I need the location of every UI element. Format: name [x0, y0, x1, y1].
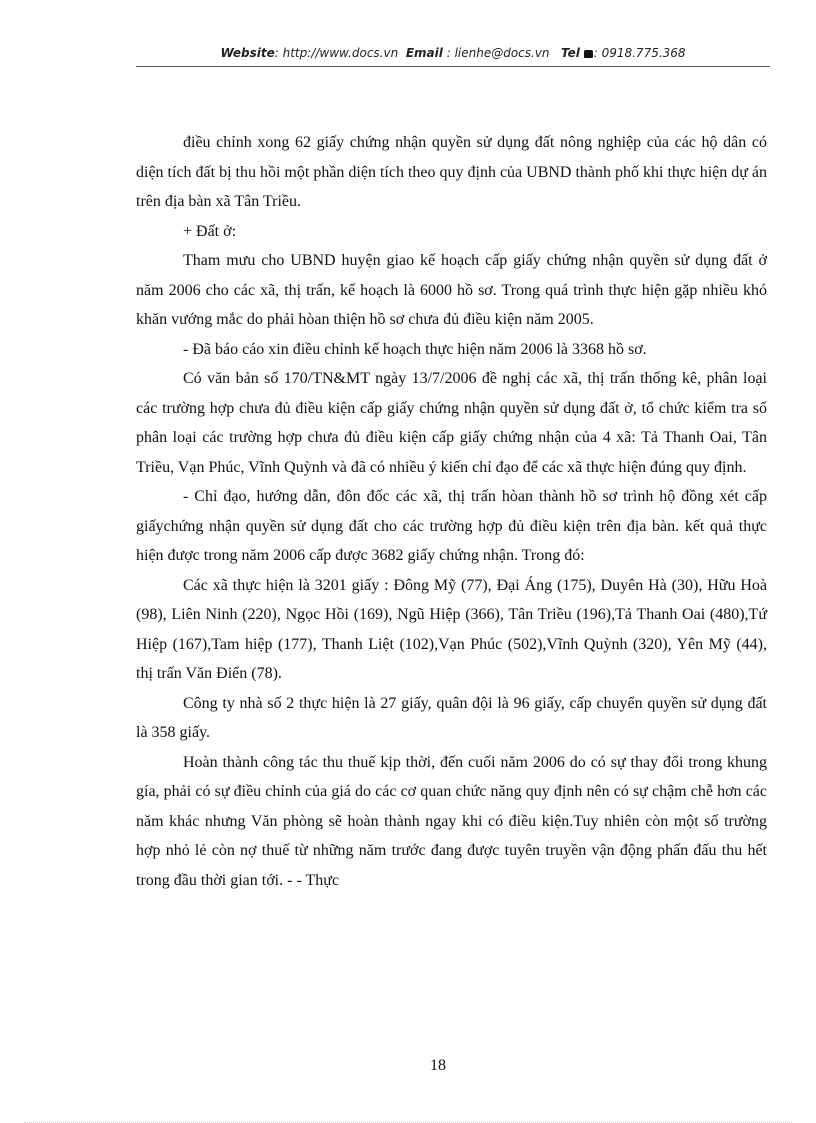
website-label: Website	[220, 46, 275, 60]
page-number: 18	[430, 1057, 446, 1074]
tel-label: Tel	[561, 46, 580, 60]
page-header	[136, 46, 770, 60]
email-label: Email	[405, 46, 443, 60]
paragraph-4: - Đã báo cáo xin điều chỉnh kế hoạch thực hiện năm 2006 là 3368 hồ sơ.	[183, 340, 647, 358]
paragraph-9: Hoàn thành công tác thu thuế kịp thời, đến cuối năm 2006 do có sự thay đổi trong khung gía, phải có sự điều chỉnh của giá do các cơ quan chức năng quy định nên có sự chậm chễ hơn các năm khác nhưng Văn phòng sẽ hoàn thành ngay khi có điều kiện.Tuy nhiên còn một số trường hợp nhỏ lẻ còn nợ thuế từ những năm trước đang được tuyên truyền vận động phấn đấu thu hết trong đầu thời gian tới. - - Thực	[136, 753, 767, 889]
paragraph-1: điều chỉnh xong 62 giấy chứng nhận quyền sử dụng đất nông nghiệp của các hộ dân có diện tích đất bị thu hồi một phần diện tích theo quy định của UBND thành phố khi thực hiện dự án trên địa bàn xã Tân Triều.	[136, 134, 768, 210]
paragraph-8: Công ty nhà số 2 thực hiện là 27 giấy, quân đội là 96 giấy, cấp chuyển quyền sử dụng đất là 358 giấy.	[136, 694, 767, 741]
paragraph-2: + Đất ở:	[183, 222, 237, 240]
paragraph-6: - Chỉ đạo, hướng dẫn, đôn đốc các xã, thị trấn hòan thành hồ sơ trình hộ đồng xét cấp giấychứng nhận quyền sử dụng đất cho các trường hợp đủ điều kiện trên địa bàn. kết quả thực hiện được trong năm 2006 cấp được 3682 giấy chứng nhận. Trong đó:	[136, 488, 767, 564]
tel-value: : 0918.775.368	[593, 46, 686, 60]
website-value: : http://www.docs.vn	[274, 46, 399, 60]
email-value: : lienhe@docs.vn	[442, 46, 550, 60]
paragraph-3: Tham mưu cho UBND huyện giao kế hoạch cấp giấy chứng nhận quyền sử dụng đất ở năm 2006 cho các xã, thị trấn, kế hoạch là 6000 hồ sơ. Trong quá trình thực hiện gặp nhiều khó khăn vướng mắc do phải hòan thiện hồ sơ chưa đủ điều kiện năm 2005.	[136, 252, 767, 328]
paragraph-7: Các xã thực hiện là 3201 giấy : Đông Mỹ (77), Đại Áng (175), Duyên Hà (30), Hữu Hoà (98), Liên Ninh (220), Ngọc Hồi (169), Ngũ Hiệp (366), Tân Triều (196),Tả Thanh Oai (480),Tứ Hiệp (167),Tam hiệp (177), Thanh Liệt (102),Vạn Phúc (502),Vĩnh Quỳnh (320), Yên Mỹ (44), thị trấn Văn Điển (78).	[136, 576, 767, 682]
paragraph-5: Có văn bản số 170/TN&MT ngày 13/7/2006 đề nghị các xã, thị trấn thống kê, phân loại các trường hợp chưa đủ điều kiện cấp giấy chứng nhận quyền sử dụng đất ở, tổ chức kiểm tra số phân loại các trường hợp chưa đủ điều kiện cấp giấy chứng nhận của 4 xã: Tả Thanh Oai, Tân Triều, Vạn Phúc, Vĩnh Quỳnh và đã có nhiều ý kiến chỉ đạo để các xã thực hiện đúng quy định.	[136, 370, 767, 476]
body-text	[136, 128, 767, 895]
phone-icon	[584, 50, 593, 58]
header-divider	[136, 66, 770, 67]
